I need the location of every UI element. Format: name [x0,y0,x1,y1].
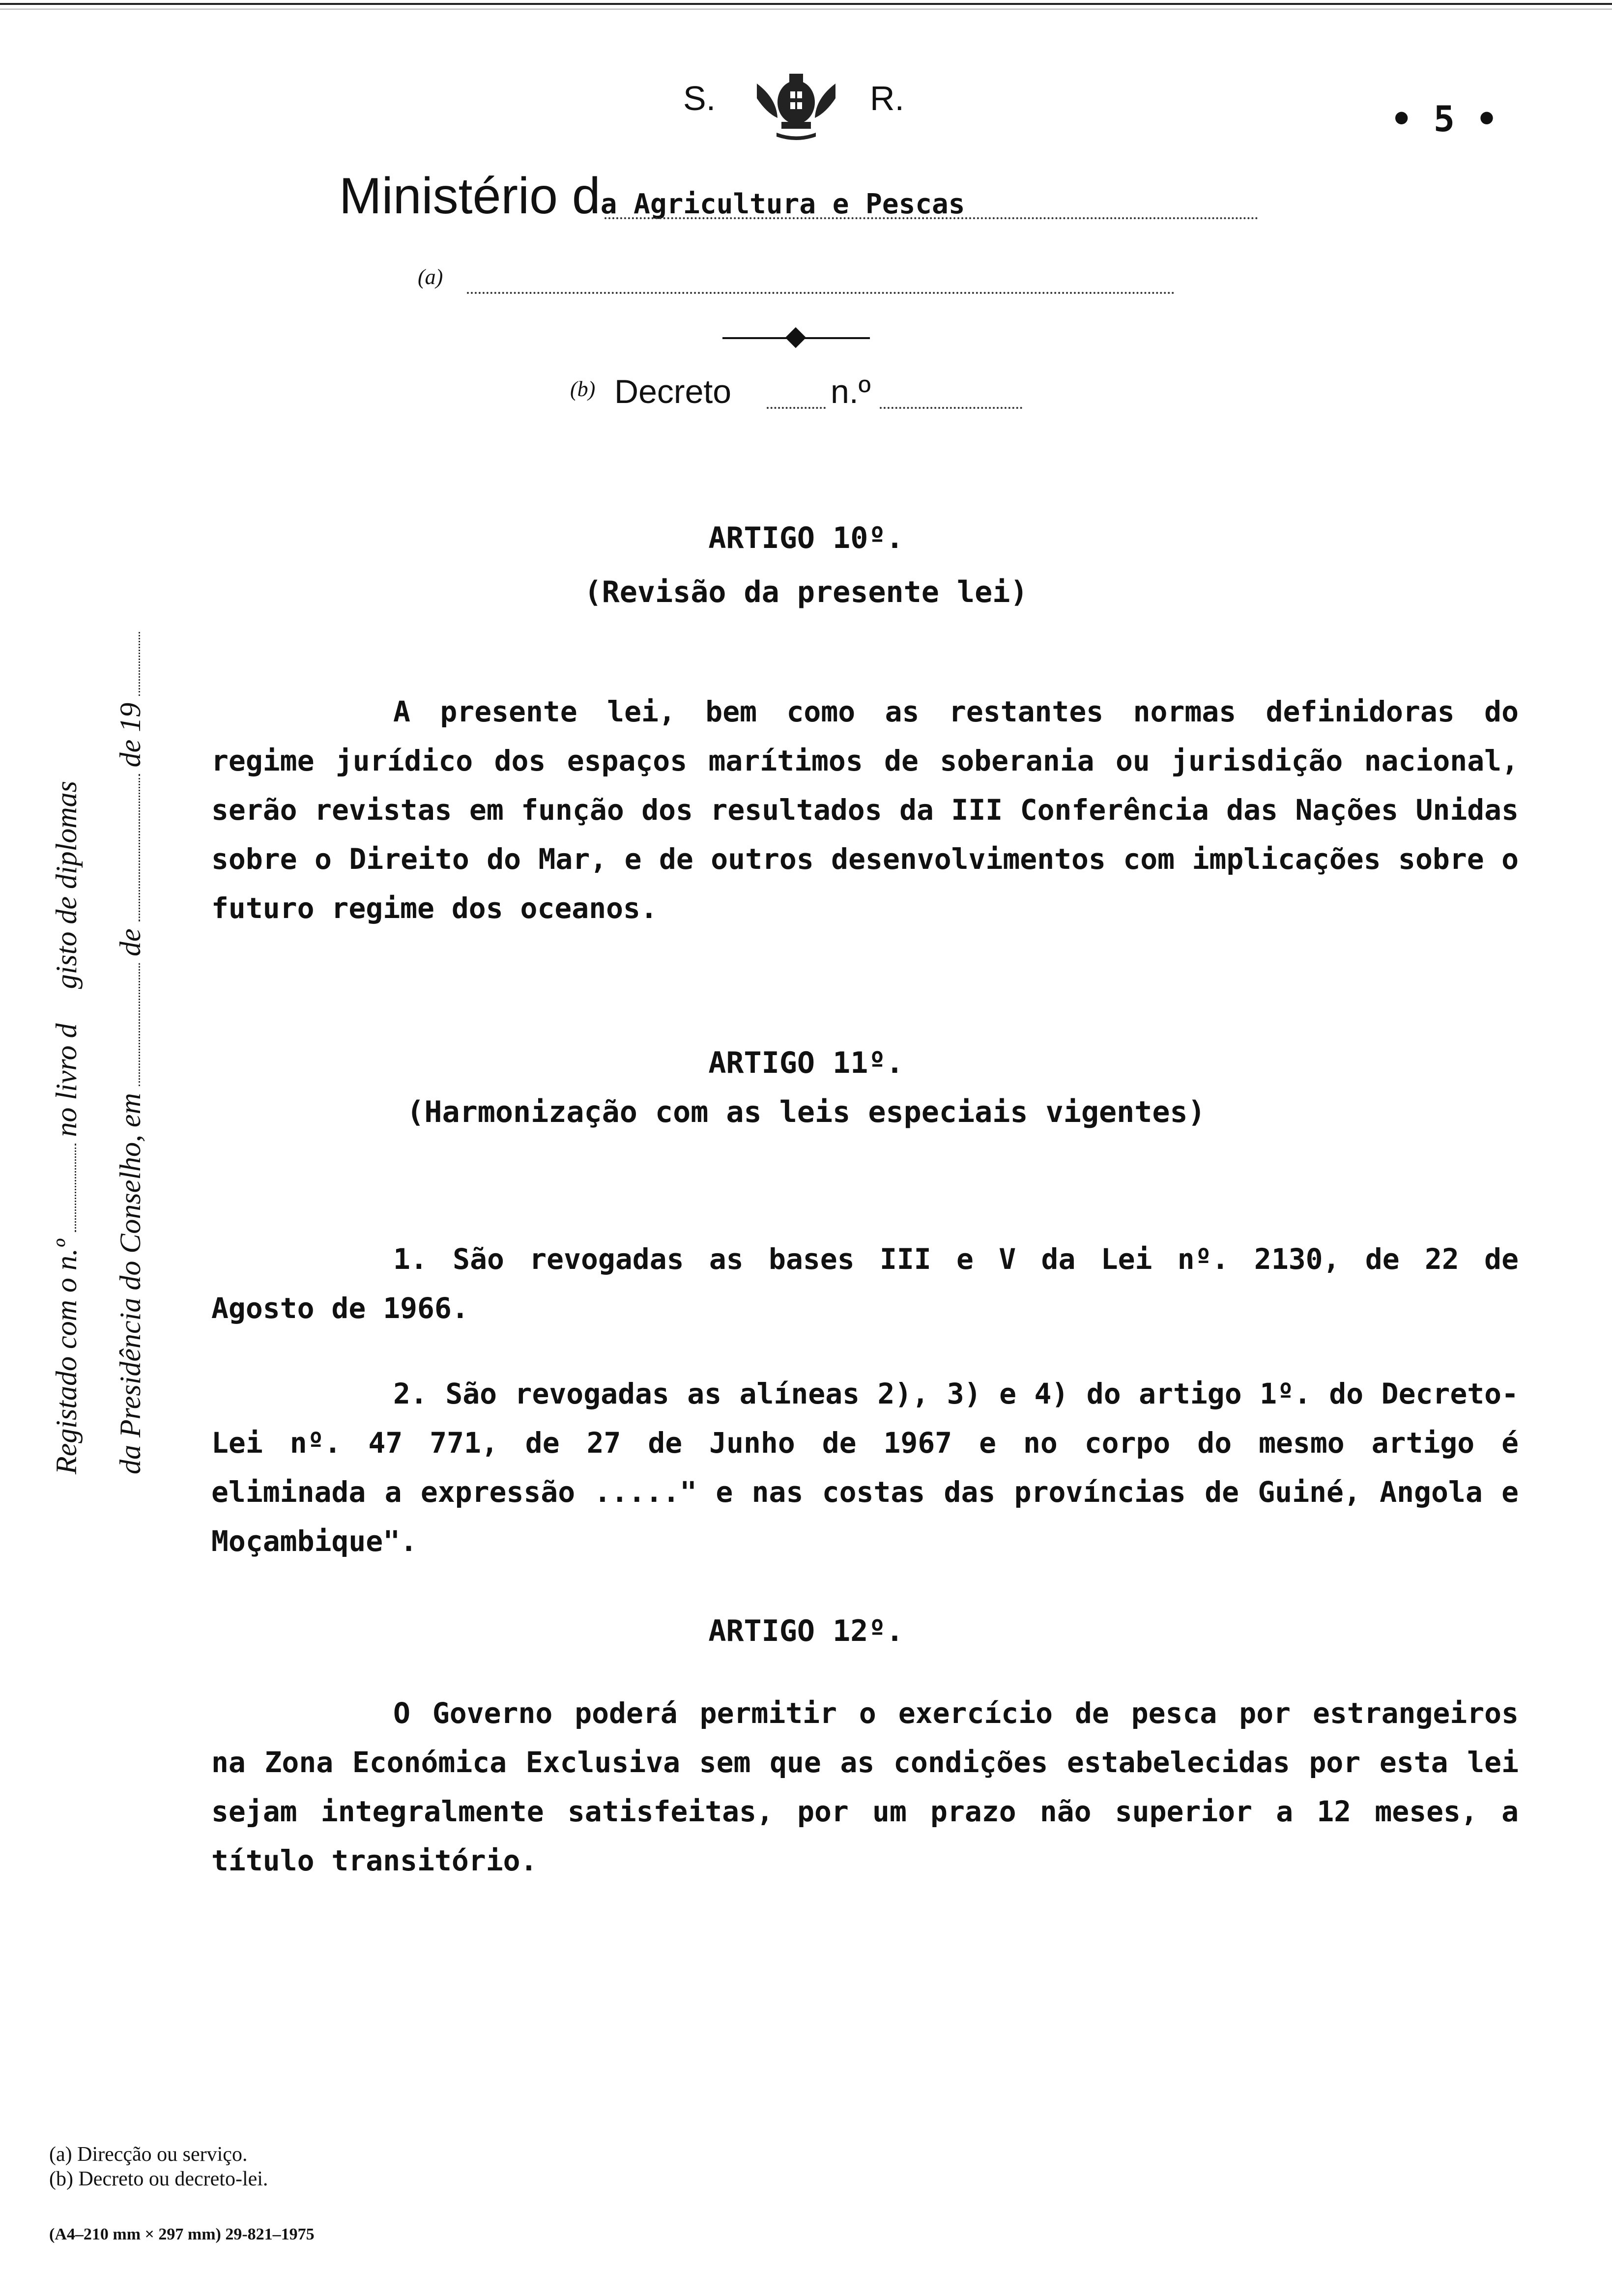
footnote-a: (a) Direcção ou serviço. [49,2143,248,2166]
page-number: • 5 • [1391,98,1497,140]
article-10-subtitle: (Revisão da presente lei) [584,575,1028,609]
sidebar-year-dots [119,632,140,696]
ministry-department: a Agricultura e Pescas [600,188,965,220]
sr-right-letter: R. [870,79,904,117]
article-12-title: ARTIGO 12º. [708,1614,904,1648]
sidebar-book-label: no livro d [50,1023,83,1137]
ministry-prefix: Ministério d [339,168,601,225]
sidebar-month-dots [119,774,140,921]
article-11-subtitle: (Harmonização com as leis especiais vigentes) [406,1095,1206,1129]
sidebar-registered-label: Registado com o n.º [50,1239,83,1474]
article-12-paragraph: O Governo poderá permitir o exercício de pesca por estrangeiros na Zona Económica Exclusiva sem que as condições estabelecidas por esta lei sejam integralmente satisfeitas, por um prazo não superior a 12 meses, a título transitório. [211,1696,1519,1877]
form-code: (A4–210 mm × 297 mm) 29-821–1975 [49,2225,315,2243]
registration-sidebar [34,590,162,1474]
article-11-paragraph-2: 2. São revogadas as alíneas 2), 3) e 4) do artigo 1º. do Decreto-Lei nº. 47 771, de 27 de Junho de 1967 e no corpo do mesmo artigo é eliminada a expressão ....." e nas costas das províncias de Guiné, Angola e Moçambique". [211,1377,1519,1558]
article-10-paragraph: A presente lei, bem como as restantes normas definidoras do regime jurídico dos espaços marítimos de soberania ou jurisdição nacional, serão revistas em função dos resultados da III Conferência das Nações Unidas sobre o Direito do Mar, e de outros desenvolvimentos com implicações sobre o futuro regime dos oceanos. [211,695,1519,925]
footnote-b: (b) Decreto ou decreto-lei. [49,2168,268,2190]
ministry-dotted-line [604,217,1258,219]
decree-label: Decreto [614,373,732,410]
top-rule [0,3,1612,5]
article-11-paragraph-1: 1. São revogadas as bases III e V da Lei nº. 2130, de 22 de Agosto de 1966. [211,1242,1519,1325]
sidebar-presidency-label: da Presidência do Conselho, em [114,1093,146,1474]
sidebar-de-label: de [114,928,146,956]
article-10-title: ARTIGO 10º. [708,521,904,555]
sidebar-line-2 [98,590,162,1474]
line-a-dotted [467,292,1175,294]
sidebar-number-dots [55,1144,76,1232]
sidebar-year-label: de 19 [114,702,146,768]
divider-diamond-icon [785,327,806,348]
line-a-label: (a) [418,265,443,289]
decree-number-dotted [880,407,1022,409]
decree-footnote-mark: (b) [570,377,596,401]
sr-left-letter: S. [683,79,716,117]
article-11-title: ARTIGO 11º. [708,1046,904,1080]
sidebar-line-1 [34,590,98,1474]
sidebar-diplomas-label: gisto de diplomas [50,781,83,989]
decree-type-dotted [767,407,826,409]
coat-of-arms-icon [747,64,845,143]
decree-number-label: n.º [831,373,871,410]
